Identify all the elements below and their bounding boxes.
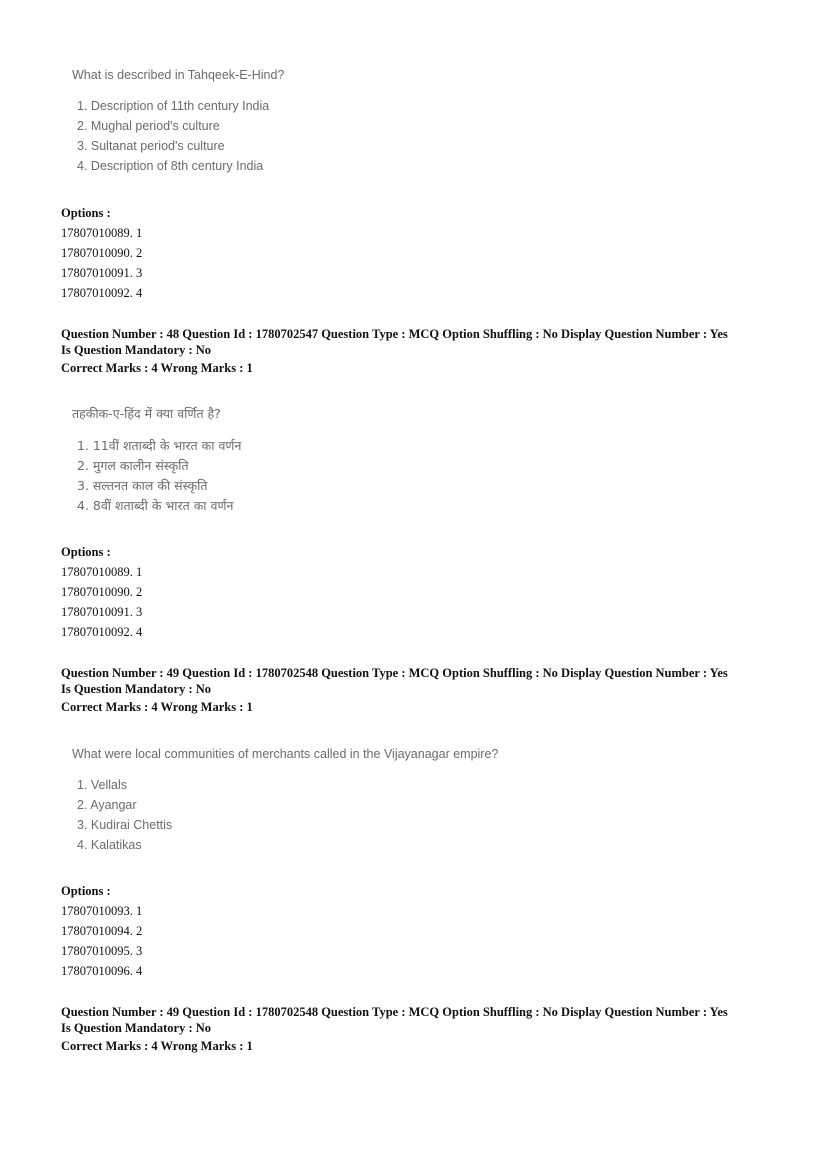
choice-item: 2. Ayangar: [77, 798, 137, 812]
question-meta: [61, 665, 781, 715]
choice-item: 3. Kudirai Chettis: [77, 818, 173, 832]
choice-list: [62, 436, 241, 516]
choice-item: 2. मुगल कालीन संस्कृति: [77, 458, 189, 473]
option-row: 17807010089. 1: [61, 565, 143, 579]
option-row: 17807010091. 3: [61, 605, 143, 619]
choice-item: 1. Description of 11th century India: [77, 99, 270, 113]
options-block: [61, 203, 142, 303]
marks-line: Correct Marks : 4 Wrong Marks : 1: [61, 1039, 253, 1053]
mandatory-line: Is Question Mandatory : No: [61, 1021, 212, 1035]
question-image: [62, 68, 284, 176]
mandatory-line: Is Question Mandatory : No: [61, 343, 212, 357]
question-text: What were local communities of merchants called in the Vijayanagar empire?: [72, 747, 499, 761]
marks-line: Correct Marks : 4 Wrong Marks : 1: [61, 361, 253, 375]
choice-item: 4. Kalatikas: [77, 838, 142, 852]
option-row: 17807010093. 1: [61, 904, 143, 918]
mandatory-line: Is Question Mandatory : No: [61, 682, 212, 696]
choice-list: [62, 96, 284, 176]
question-image: [62, 405, 241, 516]
option-row: 17807010092. 4: [61, 286, 143, 300]
option-row: 17807010091. 3: [61, 266, 143, 280]
options-block: [61, 881, 142, 981]
choice-item: 1. 11वीं शताब्दी के भारत का वर्णन: [77, 438, 242, 453]
marks-line: Correct Marks : 4 Wrong Marks : 1: [61, 700, 253, 714]
choice-item: 1. Vellals: [77, 778, 128, 792]
option-row: 17807010090. 2: [61, 246, 143, 260]
choice-item: 3. Sultanat period's culture: [77, 139, 225, 153]
question-meta-line: Question Number : 49 Question Id : 1780702548 Question Type : MCQ Option Shuffling : No Display Question Number : Yes: [61, 666, 728, 680]
question-image: [62, 747, 498, 855]
question-meta-line: Question Number : 48 Question Id : 1780702547 Question Type : MCQ Option Shuffling : No Display Question Number : Yes: [61, 327, 728, 341]
options-label: Options :: [61, 884, 111, 898]
choice-item: 2. Mughal period's culture: [77, 119, 220, 133]
choice-item: 3. सल्तनत काल की संस्कृति: [77, 478, 208, 493]
option-row: 17807010092. 4: [61, 625, 143, 639]
options-label: Options :: [61, 545, 111, 559]
choice-item: 4. 8वीं शताब्दी के भारत का वर्णन: [77, 498, 234, 513]
question-meta: [61, 1004, 781, 1054]
options-block: [61, 542, 142, 642]
option-row: 17807010096. 4: [61, 964, 143, 978]
choice-list: [62, 775, 498, 855]
choice-item: 4. Description of 8th century India: [77, 159, 264, 173]
question-meta-line: Question Number : 49 Question Id : 1780702548 Question Type : MCQ Option Shuffling : No Display Question Number : Yes: [61, 1005, 728, 1019]
question-meta: [61, 326, 781, 376]
option-row: 17807010089. 1: [61, 226, 143, 240]
option-row: 17807010095. 3: [61, 944, 143, 958]
question-text: तहकीक-ए-हिंद में क्या वर्णित है?: [72, 406, 221, 421]
option-row: 17807010094. 2: [61, 924, 143, 938]
options-label: Options :: [61, 206, 111, 220]
question-text: What is described in Tahqeek-E-Hind?: [72, 68, 285, 82]
option-row: 17807010090. 2: [61, 585, 143, 599]
